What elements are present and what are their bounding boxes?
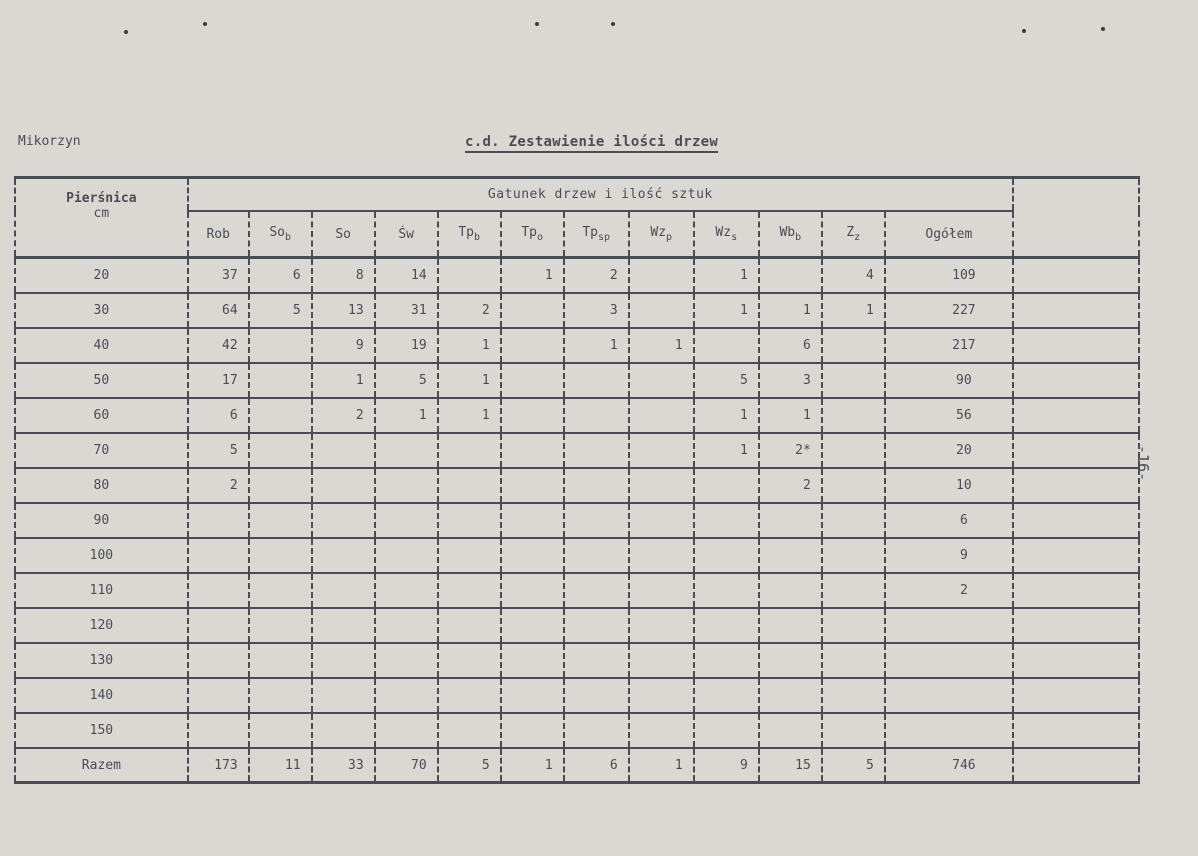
punch-mark bbox=[535, 22, 539, 26]
count-cell: 1 bbox=[501, 258, 564, 294]
count-cell: 2 bbox=[759, 468, 822, 503]
blank-margin-cell bbox=[1013, 363, 1139, 398]
count-cell bbox=[249, 713, 312, 748]
count-cell bbox=[249, 398, 312, 433]
species-header-5 bbox=[501, 211, 564, 258]
species-code: Wz bbox=[650, 225, 667, 240]
count-cell: 11 bbox=[249, 748, 312, 783]
count-cell bbox=[629, 398, 694, 433]
count-cell: 1 bbox=[501, 748, 564, 783]
species-code: Wb bbox=[779, 225, 796, 240]
count-cell bbox=[375, 643, 438, 678]
diameter-cell: 60 bbox=[15, 398, 188, 433]
diameter-cell: 130 bbox=[15, 643, 188, 678]
count-cell bbox=[438, 678, 501, 713]
count-cell: 5 bbox=[438, 748, 501, 783]
count-cell bbox=[822, 363, 885, 398]
diameter-unit-label: cm bbox=[93, 206, 110, 221]
count-cell bbox=[438, 608, 501, 643]
count-cell bbox=[629, 468, 694, 503]
diameter-cell: 80 bbox=[15, 468, 188, 503]
blank-margin-cell bbox=[1013, 713, 1139, 748]
row-total-cell: 227 bbox=[885, 293, 1013, 328]
table-row bbox=[15, 293, 1139, 328]
tree-count-table bbox=[14, 176, 1140, 784]
count-cell: 19 bbox=[375, 328, 438, 363]
count-cell bbox=[438, 538, 501, 573]
count-cell bbox=[188, 503, 249, 538]
count-cell: 33 bbox=[312, 748, 375, 783]
diameter-header-label: Pierśnica bbox=[66, 191, 137, 206]
row-total-cell: 109 bbox=[885, 258, 1013, 294]
count-cell bbox=[822, 468, 885, 503]
count-cell bbox=[249, 573, 312, 608]
count-cell bbox=[501, 363, 564, 398]
count-cell bbox=[694, 468, 759, 503]
species-header-8 bbox=[694, 211, 759, 258]
species-header-1 bbox=[249, 211, 312, 258]
species-code: Tp bbox=[582, 225, 598, 240]
count-cell bbox=[694, 643, 759, 678]
table-row bbox=[15, 398, 1139, 433]
species-subscript: b bbox=[474, 232, 481, 243]
count-cell bbox=[694, 573, 759, 608]
species-code: Tp bbox=[521, 225, 537, 240]
row-total-cell: 56 bbox=[885, 398, 1013, 433]
count-cell bbox=[564, 433, 629, 468]
count-cell: 1 bbox=[694, 433, 759, 468]
count-cell bbox=[501, 468, 564, 503]
count-cell: 1 bbox=[694, 258, 759, 294]
count-cell: 5 bbox=[822, 748, 885, 783]
count-cell: 1 bbox=[759, 398, 822, 433]
count-cell bbox=[438, 643, 501, 678]
count-cell bbox=[822, 573, 885, 608]
count-cell: 1 bbox=[312, 363, 375, 398]
count-cell: 1 bbox=[438, 398, 501, 433]
blank-margin-cell bbox=[1013, 678, 1139, 713]
blank-margin-cell bbox=[1013, 748, 1139, 783]
count-cell: 1 bbox=[375, 398, 438, 433]
species-subscript: b bbox=[795, 232, 802, 243]
count-cell bbox=[759, 503, 822, 538]
count-cell: 2* bbox=[759, 433, 822, 468]
count-cell bbox=[822, 538, 885, 573]
table-row bbox=[15, 433, 1139, 468]
count-cell bbox=[694, 503, 759, 538]
count-cell bbox=[438, 258, 501, 294]
count-cell bbox=[629, 678, 694, 713]
species-header-2 bbox=[312, 211, 375, 258]
count-cell bbox=[822, 503, 885, 538]
total-column-header: Ogółem bbox=[885, 211, 1013, 258]
count-cell bbox=[188, 713, 249, 748]
count-cell bbox=[188, 678, 249, 713]
table-row bbox=[15, 503, 1139, 538]
species-header-9 bbox=[759, 211, 822, 258]
species-header-4 bbox=[438, 211, 501, 258]
count-cell bbox=[249, 363, 312, 398]
species-subscript: sp bbox=[598, 232, 611, 243]
punch-mark bbox=[611, 22, 615, 26]
blank-margin-cell bbox=[1013, 503, 1139, 538]
count-cell bbox=[564, 678, 629, 713]
count-cell: 1 bbox=[438, 328, 501, 363]
place-name: Mikorzyn bbox=[18, 134, 81, 149]
count-cell bbox=[501, 538, 564, 573]
count-cell: 3 bbox=[759, 363, 822, 398]
count-cell bbox=[629, 538, 694, 573]
count-cell bbox=[501, 678, 564, 713]
punch-mark bbox=[124, 30, 128, 34]
count-cell bbox=[501, 328, 564, 363]
count-cell: 2 bbox=[564, 258, 629, 294]
table-row bbox=[15, 363, 1139, 398]
species-code: So bbox=[269, 225, 285, 240]
count-cell bbox=[501, 433, 564, 468]
count-cell bbox=[438, 433, 501, 468]
row-total-cell: 9 bbox=[885, 538, 1013, 573]
diameter-cell: 20 bbox=[15, 258, 188, 294]
count-cell bbox=[249, 608, 312, 643]
table-row bbox=[15, 328, 1139, 363]
count-cell bbox=[694, 538, 759, 573]
count-cell bbox=[438, 573, 501, 608]
species-code: Rob bbox=[206, 226, 230, 242]
count-cell bbox=[312, 678, 375, 713]
count-cell bbox=[822, 608, 885, 643]
count-cell bbox=[249, 503, 312, 538]
count-cell: 17 bbox=[188, 363, 249, 398]
species-subscript: b bbox=[285, 232, 292, 243]
table-body bbox=[15, 258, 1139, 783]
count-cell: 1 bbox=[438, 363, 501, 398]
species-header-7 bbox=[629, 211, 694, 258]
table-row bbox=[15, 608, 1139, 643]
count-cell bbox=[759, 678, 822, 713]
count-cell bbox=[501, 293, 564, 328]
count-cell: 8 bbox=[312, 258, 375, 294]
count-cell bbox=[312, 468, 375, 503]
row-total-cell: 6 bbox=[885, 503, 1013, 538]
count-cell: 1 bbox=[564, 328, 629, 363]
row-total-cell: 20 bbox=[885, 433, 1013, 468]
count-cell: 6 bbox=[249, 258, 312, 294]
count-cell bbox=[312, 608, 375, 643]
species-code: Św bbox=[398, 226, 415, 242]
count-cell: 64 bbox=[188, 293, 249, 328]
count-cell: 6 bbox=[188, 398, 249, 433]
blank-margin-cell bbox=[1013, 468, 1139, 503]
diameter-cell: Razem bbox=[15, 748, 188, 783]
count-cell: 3 bbox=[564, 293, 629, 328]
count-cell bbox=[759, 258, 822, 294]
count-cell bbox=[501, 643, 564, 678]
count-cell: 1 bbox=[629, 328, 694, 363]
count-cell bbox=[188, 643, 249, 678]
count-cell bbox=[249, 433, 312, 468]
count-cell: 37 bbox=[188, 258, 249, 294]
count-cell bbox=[564, 573, 629, 608]
count-cell bbox=[501, 503, 564, 538]
count-cell bbox=[822, 713, 885, 748]
count-cell bbox=[822, 433, 885, 468]
table-row bbox=[15, 573, 1139, 608]
count-cell: 1 bbox=[759, 293, 822, 328]
count-cell bbox=[188, 608, 249, 643]
species-header-10 bbox=[822, 211, 885, 258]
count-cell bbox=[822, 328, 885, 363]
blank-margin-cell bbox=[1013, 573, 1139, 608]
species-header-0 bbox=[188, 211, 249, 258]
count-cell: 9 bbox=[694, 748, 759, 783]
count-cell: 5 bbox=[249, 293, 312, 328]
table-row bbox=[15, 643, 1139, 678]
count-cell bbox=[312, 573, 375, 608]
count-cell: 13 bbox=[312, 293, 375, 328]
species-header-6 bbox=[564, 211, 629, 258]
row-total-cell: 2 bbox=[885, 573, 1013, 608]
count-cell: 1 bbox=[629, 748, 694, 783]
blank-margin-cell bbox=[1013, 643, 1139, 678]
count-cell bbox=[759, 538, 822, 573]
count-cell bbox=[564, 538, 629, 573]
diameter-cell: 70 bbox=[15, 433, 188, 468]
blank-margin-cell bbox=[1013, 608, 1139, 643]
diameter-cell: 120 bbox=[15, 608, 188, 643]
count-cell: 5 bbox=[188, 433, 249, 468]
count-cell bbox=[694, 328, 759, 363]
count-cell bbox=[375, 468, 438, 503]
count-cell bbox=[501, 608, 564, 643]
page-number: -16- bbox=[1134, 445, 1152, 482]
count-cell bbox=[564, 398, 629, 433]
count-cell bbox=[375, 678, 438, 713]
diameter-column-header bbox=[15, 178, 188, 258]
count-cell bbox=[629, 503, 694, 538]
count-cell bbox=[375, 713, 438, 748]
blank-margin-cell bbox=[1013, 293, 1139, 328]
count-cell bbox=[501, 573, 564, 608]
count-cell bbox=[629, 713, 694, 748]
total-row bbox=[15, 748, 1139, 783]
count-cell bbox=[629, 363, 694, 398]
count-cell bbox=[312, 503, 375, 538]
count-cell: 5 bbox=[694, 363, 759, 398]
count-cell: 1 bbox=[694, 293, 759, 328]
diameter-cell: 40 bbox=[15, 328, 188, 363]
count-cell bbox=[822, 398, 885, 433]
count-cell: 6 bbox=[759, 328, 822, 363]
count-cell bbox=[249, 538, 312, 573]
row-total-cell bbox=[885, 643, 1013, 678]
count-cell bbox=[438, 713, 501, 748]
row-total-cell bbox=[885, 713, 1013, 748]
count-cell bbox=[629, 293, 694, 328]
count-cell: 5 bbox=[375, 363, 438, 398]
diameter-cell: 140 bbox=[15, 678, 188, 713]
count-cell: 1 bbox=[822, 293, 885, 328]
count-cell bbox=[629, 433, 694, 468]
species-header-3 bbox=[375, 211, 438, 258]
table-row bbox=[15, 468, 1139, 503]
punch-mark bbox=[1101, 27, 1105, 31]
count-cell bbox=[188, 573, 249, 608]
count-cell bbox=[629, 573, 694, 608]
diameter-cell: 100 bbox=[15, 538, 188, 573]
species-code: Z bbox=[846, 225, 855, 240]
count-cell: 1 bbox=[694, 398, 759, 433]
diameter-cell: 150 bbox=[15, 713, 188, 748]
species-subscript: s bbox=[731, 232, 738, 243]
species-code: Tp bbox=[458, 225, 474, 240]
count-cell bbox=[501, 713, 564, 748]
count-cell bbox=[249, 468, 312, 503]
row-total-cell: 90 bbox=[885, 363, 1013, 398]
count-cell bbox=[375, 608, 438, 643]
count-cell: 2 bbox=[188, 468, 249, 503]
count-cell bbox=[501, 398, 564, 433]
species-code: So bbox=[335, 226, 352, 242]
count-cell bbox=[759, 713, 822, 748]
count-cell bbox=[438, 468, 501, 503]
count-cell bbox=[249, 678, 312, 713]
count-cell: 2 bbox=[438, 293, 501, 328]
count-cell bbox=[822, 643, 885, 678]
row-total-cell bbox=[885, 678, 1013, 713]
count-cell bbox=[694, 608, 759, 643]
count-cell bbox=[438, 503, 501, 538]
count-cell bbox=[759, 608, 822, 643]
page-title: c.d. Zestawienie ilości drzew bbox=[465, 134, 718, 153]
count-cell bbox=[759, 643, 822, 678]
count-cell: 9 bbox=[312, 328, 375, 363]
species-subscript: p bbox=[666, 232, 673, 243]
count-cell bbox=[375, 433, 438, 468]
diameter-cell: 110 bbox=[15, 573, 188, 608]
diameter-cell: 90 bbox=[15, 503, 188, 538]
count-cell bbox=[564, 713, 629, 748]
blank-margin-cell bbox=[1013, 398, 1139, 433]
count-cell: 42 bbox=[188, 328, 249, 363]
table-row bbox=[15, 678, 1139, 713]
count-cell bbox=[629, 258, 694, 294]
row-total-cell: 10 bbox=[885, 468, 1013, 503]
blank-margin-cell bbox=[1013, 258, 1139, 294]
count-cell bbox=[822, 678, 885, 713]
species-group-header: Gatunek drzew i ilość sztuk bbox=[188, 178, 1013, 212]
count-cell bbox=[564, 643, 629, 678]
count-cell bbox=[375, 573, 438, 608]
count-cell bbox=[629, 643, 694, 678]
count-cell bbox=[564, 468, 629, 503]
species-code: Wz bbox=[715, 225, 732, 240]
blank-margin-cell bbox=[1013, 328, 1139, 363]
count-cell bbox=[694, 713, 759, 748]
row-total-cell: 746 bbox=[885, 748, 1013, 783]
row-total-cell: 217 bbox=[885, 328, 1013, 363]
count-cell bbox=[375, 503, 438, 538]
count-cell bbox=[759, 573, 822, 608]
count-cell bbox=[312, 643, 375, 678]
punch-mark bbox=[1022, 29, 1026, 33]
count-cell bbox=[629, 608, 694, 643]
blank-margin-cell bbox=[1013, 433, 1139, 468]
count-cell: 14 bbox=[375, 258, 438, 294]
count-cell: 15 bbox=[759, 748, 822, 783]
table-row bbox=[15, 538, 1139, 573]
species-subscript: z bbox=[854, 232, 861, 243]
table-row bbox=[15, 713, 1139, 748]
count-cell bbox=[564, 608, 629, 643]
row-total-cell bbox=[885, 608, 1013, 643]
count-cell: 6 bbox=[564, 748, 629, 783]
species-subscript: o bbox=[537, 232, 544, 243]
count-cell bbox=[375, 538, 438, 573]
table-row bbox=[15, 258, 1139, 294]
count-cell bbox=[694, 678, 759, 713]
count-cell bbox=[312, 433, 375, 468]
blank-margin-column bbox=[1013, 178, 1139, 258]
blank-margin-cell bbox=[1013, 538, 1139, 573]
count-cell: 70 bbox=[375, 748, 438, 783]
count-cell bbox=[564, 363, 629, 398]
punch-mark bbox=[203, 22, 207, 26]
count-cell: 4 bbox=[822, 258, 885, 294]
count-cell bbox=[312, 713, 375, 748]
count-cell bbox=[312, 538, 375, 573]
count-cell: 31 bbox=[375, 293, 438, 328]
count-cell: 2 bbox=[312, 398, 375, 433]
diameter-cell: 30 bbox=[15, 293, 188, 328]
count-cell bbox=[249, 328, 312, 363]
count-cell bbox=[249, 643, 312, 678]
count-cell bbox=[188, 538, 249, 573]
count-cell bbox=[564, 503, 629, 538]
count-cell: 173 bbox=[188, 748, 249, 783]
diameter-cell: 50 bbox=[15, 363, 188, 398]
